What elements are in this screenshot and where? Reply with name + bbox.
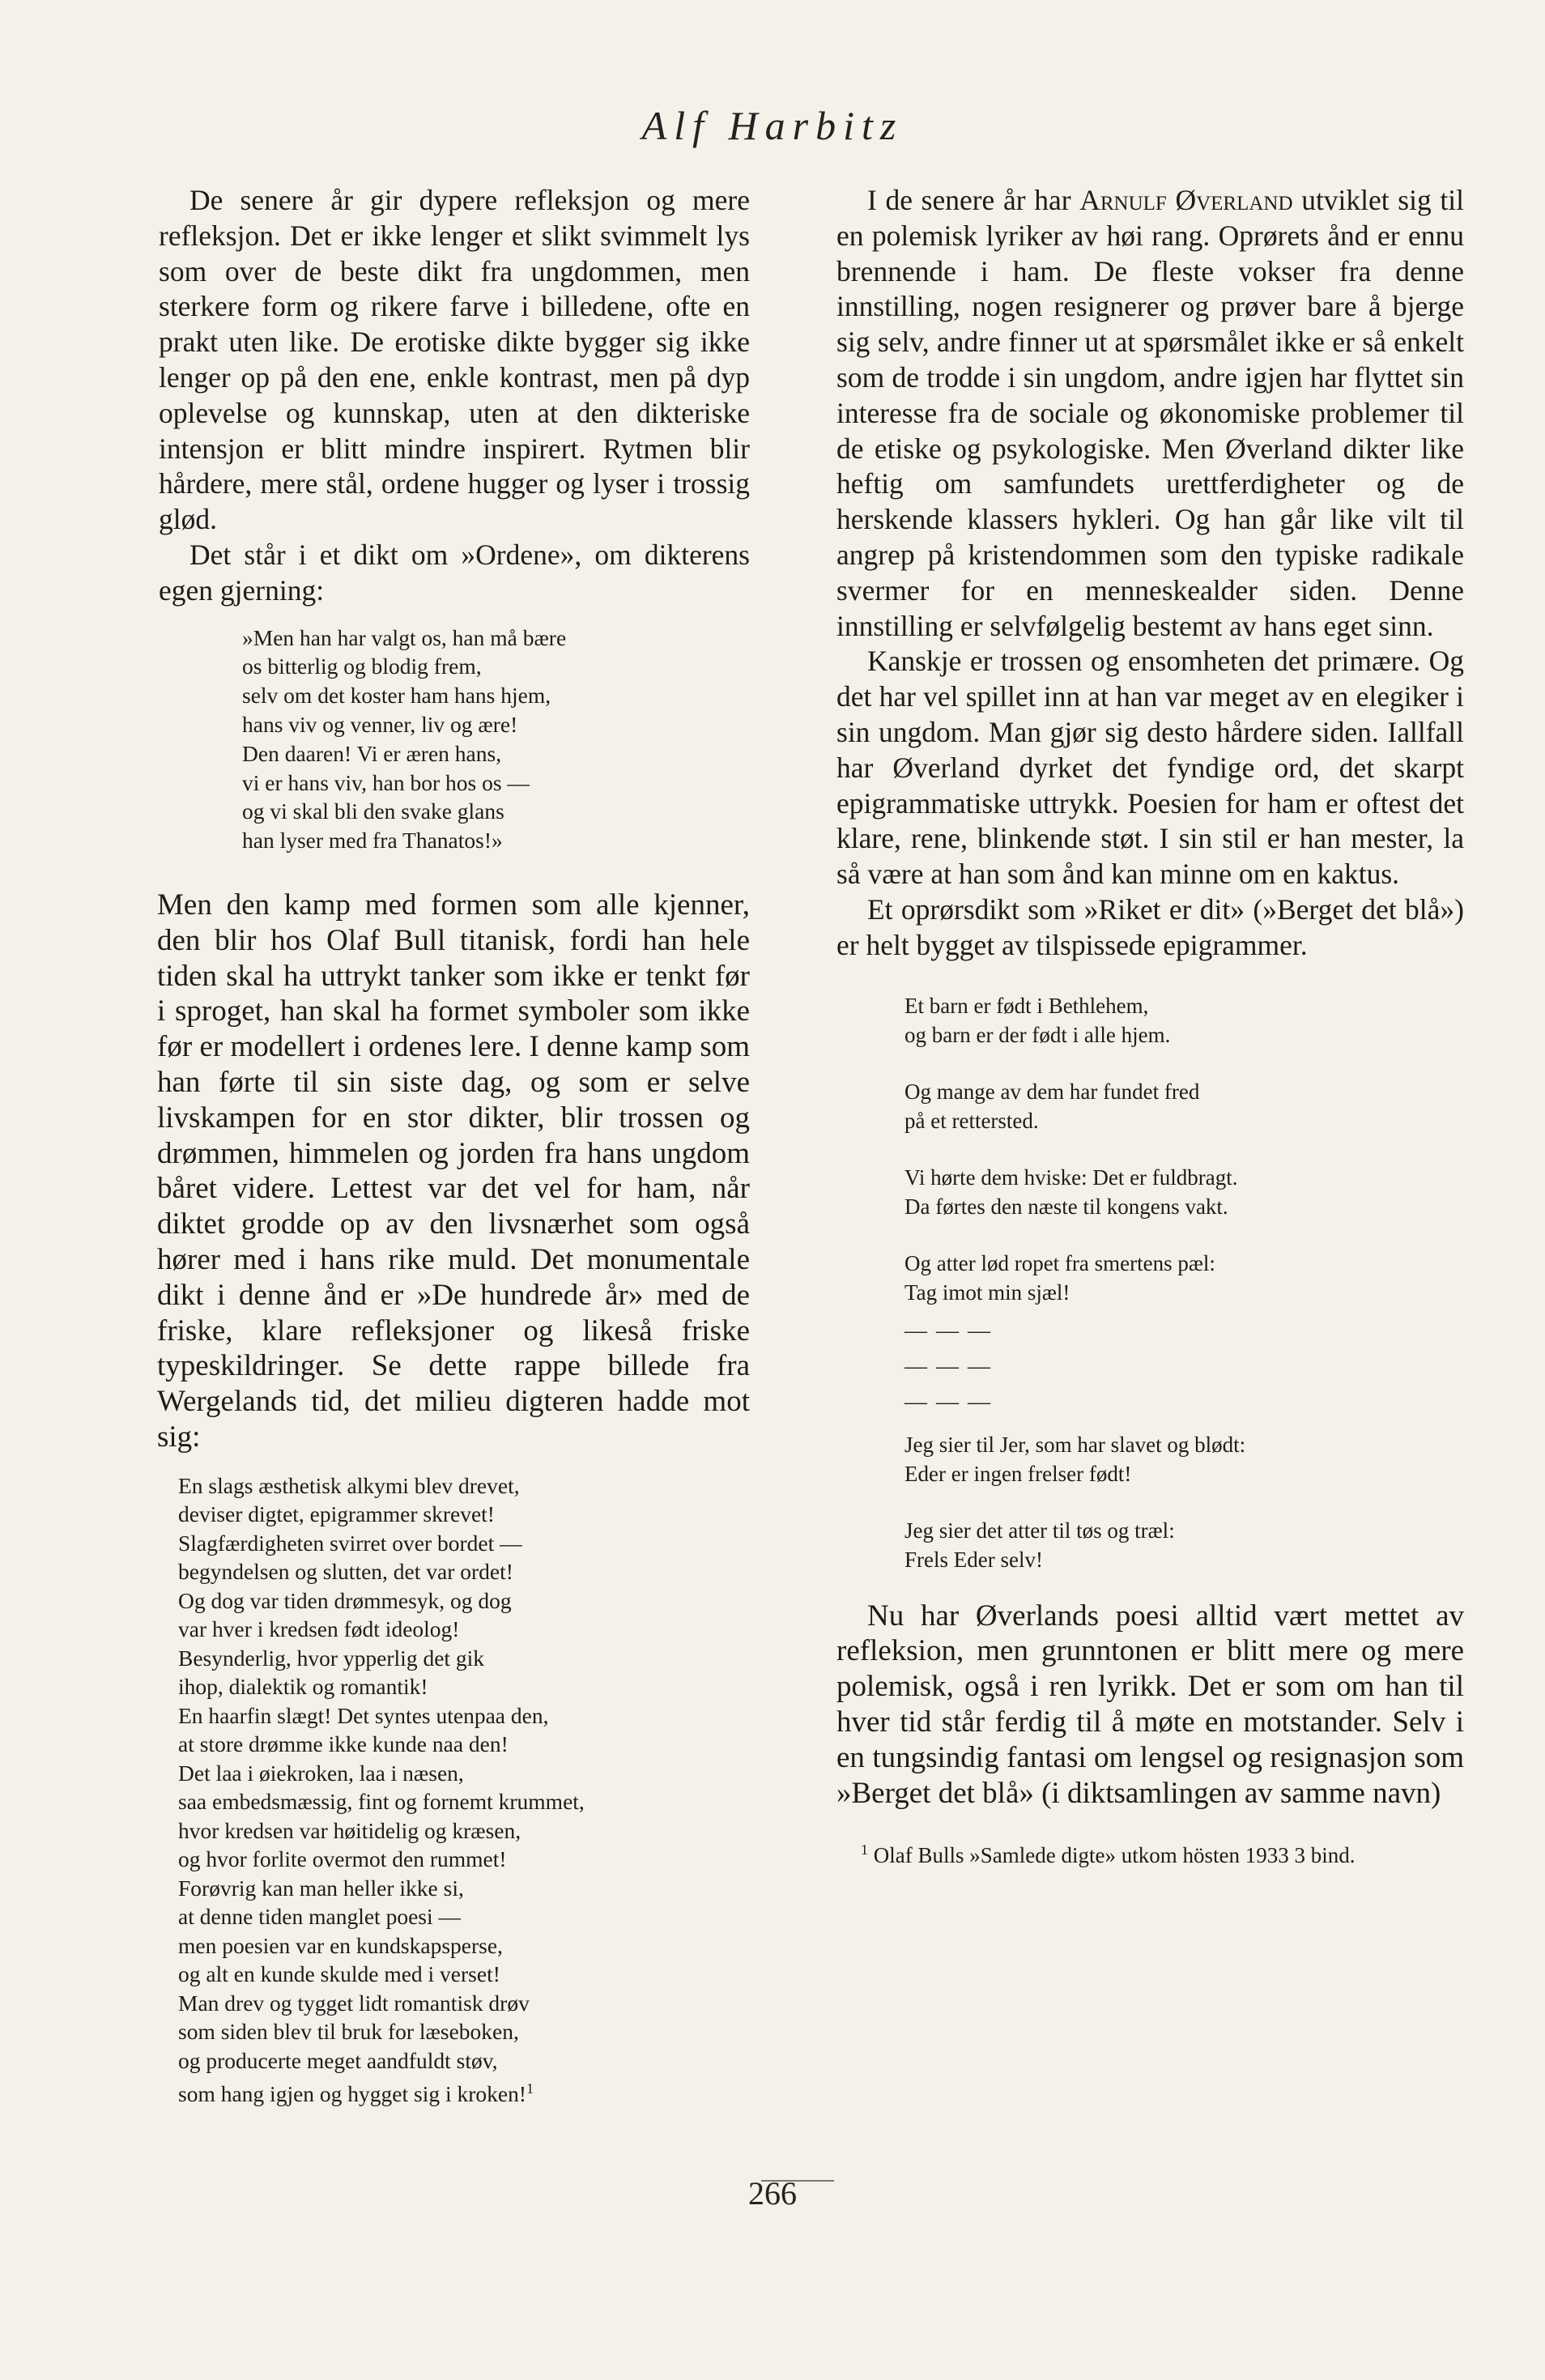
- stanza: [904, 1516, 1464, 1574]
- page-number: 266: [748, 2175, 797, 2212]
- poem-line: Jeg sier det atter til tøs og træl:: [904, 1518, 1175, 1543]
- poem-line: Frels Eder selv!: [904, 1547, 1043, 1572]
- footnote-marker: 1: [861, 1841, 868, 1858]
- poem-line: ihop, dialektik og romantik!: [178, 1674, 428, 1700]
- paragraph-text: I de senere år har: [867, 184, 1080, 216]
- poem-line: han lyser med fra Thanatos!»: [242, 828, 503, 854]
- poem-line: at denne tiden manglet poesi —: [178, 1904, 462, 1930]
- ellipsis-dashes: — — —: [904, 1389, 992, 1415]
- poem-line: »Men han har valgt os, han må bære: [242, 624, 567, 650]
- poem-line: os bitterlig og blodig frem,: [242, 654, 482, 679]
- stanza: [904, 1430, 1464, 1488]
- poem-line: En haarfin slægt! Det syntes utenpaa den,: [178, 1702, 549, 1728]
- poem-line: Jeg sier til Jer, som har slavet og blødt:: [904, 1432, 1246, 1457]
- poem-line: Forøvrig kan man heller ikke si,: [178, 1875, 464, 1901]
- stanza: [904, 1163, 1464, 1221]
- ellipsis-dashes: — — —: [904, 1353, 992, 1379]
- poem-ordene: [242, 624, 750, 855]
- poem-line: Vi hørte dem hviske: Det er fuldbragt.: [904, 1164, 1238, 1190]
- paragraph: Nu har Øverlands poesi alltid vært mettet av refleksion, men grunntonen er blitt mere og mere polemisk, også i ren lyrikk. Det er som om han til hver tid står ferdig til å møte en motstander. Selv i en tungsindig fantasi om lengsel og resignasjon som »Berget det blå» (i diktsamlingen av samme navn): [836, 1599, 1464, 1810]
- paragraph: Et oprørsdikt som »Riket er dit» (»Berget det blå») er helt bygget av tilspissede epigrammer.: [836, 892, 1464, 961]
- paragraph: De senere år gir dypere refleksjon og mere refleksjon. Det er ikke lenger et slikt svimmelt lys som over de beste dikt fra ungdommen, men sterkere form og rikere farve i billedene, ofte en prakt uten like. De erotiske dikte bygger sig ikke lenger op på den ene, enkle kontrast, men på dyp oplevelse og kunnskap, uten at den dikteriske intensjon er blitt mindre inspirert. Rytmen blir hårdere, mere stål, ordene hugger og lyser i trossig glød.: [159, 184, 750, 536]
- poem-line: hvor kredsen var høitidelig og kræsen,: [178, 1817, 521, 1843]
- poem-line: Eder er ingen frelser født!: [904, 1461, 1132, 1486]
- poem-hundrede-aar: [178, 1471, 750, 2109]
- poem-line: Besynderlig, hvor ypperlig det gik: [178, 1645, 485, 1671]
- left-column: [159, 183, 750, 2109]
- poem-line: Man drev og tygget lidt romantisk drøv: [178, 1990, 530, 2016]
- poem-line: som siden blev til bruk for læseboken,: [178, 2019, 519, 2045]
- right-column: [836, 183, 1464, 1870]
- poem-line: [178, 2075, 750, 2109]
- footnote-marker: 1: [526, 2080, 534, 2097]
- ellipsis-dashes: — — —: [904, 1318, 992, 1343]
- running-head: Alf Harbitz: [641, 103, 904, 148]
- poem-line: på et rettersted.: [904, 1108, 1039, 1133]
- footnote: [861, 1835, 1464, 1870]
- paragraph: Men den kamp med formen som alle kjenner, den blir hos Olaf Bull titanisk, fordi han hele tiden skal ha uttrykt tanker som ikke er tenkt før i sproget, han skal ha formet symboler som ikke før er modellert i ordenes lere. I denne kamp som han førte til sin siste dag, og som er selve livskampen for en stor dikter, blir trossen og drømmen, himmelen og jorden fra hans ungdom båret videre. Lettest var det vel for ham, når diktet grodde op av den livsnærhet som også hører med i hans rike muld. Det monumentale dikt i denne ånd er »De hundrede år» med de friske, klare refleksjoner og likeså friske typeskildringer. Se dette rappe billede fra Wergelands tid, det milieu digteren hadde mot sig:: [157, 888, 750, 1454]
- poem-line: og hvor forlite overmot den rummet!: [178, 1846, 507, 1872]
- poem-line: saa embedsmæssig, fint og fornemt krummet,: [178, 1789, 585, 1815]
- poem-line: vi er hans viv, han bor hos os —: [242, 769, 530, 795]
- poem-line: og producerte meget aandfuldt støv,: [178, 2047, 498, 2073]
- paragraph: Kanskje er trossen og ensomheten det primære. Og det har vel spillet inn at han var meget av en elegiker i sin ungdom. Man gjør sig desto hårdere siden. Iallfall har Øverland dyrket det fyndige ord, det skarpt epigrammatiske uttrykk. Poesien for ham er oftest det klare, rene, blinkende støt. I sin stil er han mester, la så være at han som ånd kan minne om en kaktus.: [836, 645, 1464, 891]
- poem-line: Og mange av dem har fundet fred: [904, 1079, 1200, 1104]
- poem-riket-er-dit: [904, 991, 1464, 1574]
- poem-line: at store drømme ikke kunde naa den!: [178, 1731, 509, 1757]
- poem-line: Og dog var tiden drømmesyk, og dog: [178, 1587, 512, 1613]
- poem-line: Da førtes den næste til kongens vakt.: [904, 1194, 1228, 1219]
- poem-line: En slags æsthetisk alkymi blev drevet,: [178, 1472, 520, 1498]
- poem-line: Tag imot min sjæl!: [904, 1279, 1070, 1305]
- poem-line: deviser digtet, epigrammer skrevet!: [178, 1501, 495, 1527]
- poem-line: men poesien var en kundskapsperse,: [178, 1932, 503, 1958]
- footnote-text: Olaf Bulls »Samlede digte» utkom hösten 1933 3 bind.: [873, 1843, 1356, 1868]
- poem-line: Og atter lød ropet fra smertens pæl:: [904, 1250, 1215, 1275]
- poem-line-text: som hang igjen og hygget sig i kroken!: [178, 2081, 527, 2107]
- poem-line: og alt en kunde skulde med i verset!: [178, 1961, 500, 1987]
- poem-line: Slagfærdigheten svirret over bordet —: [178, 1530, 522, 1556]
- poem-line: var hver i kredsen født ideolog!: [178, 1616, 460, 1642]
- poem-line: Den daaren! Vi er æren hans,: [242, 740, 502, 766]
- author-name: Arnulf Øverland: [1079, 184, 1293, 216]
- poem-line: Et barn er født i Bethlehem,: [904, 993, 1149, 1018]
- poem-line: selv om det koster ham hans hjem,: [242, 683, 551, 709]
- poem-line: og vi skal bli den svake glans: [242, 798, 504, 824]
- paragraph-text: utviklet sig til en polemisk lyriker av høi rang. Oprørets ånd er ennu brennende i ham. De fleste vokser fra denne innstilling, nogen resignerer og prøver bare å bjerge sig selv, andre finner ut at spørsmålet ikke er så enkelt som de trodde i sin ungdom, andre igjen har flyttet sin interesse fra de sociale og økonomiske problemer til de etiske og psykologiske. Men Øverland dikter like heftig om samfundets urettferdigheter og de herskende klassers hykleri. Og han går like vilt til angrep på kristendommen som den typiske radikale svermer for en menneskealder siden. Denne innstilling er selvfølgelig bestemt av hans eget sinn.: [836, 184, 1464, 642]
- paragraph: Det står i et dikt om »Ordene», om dikterens egen gjerning:: [159, 538, 750, 607]
- poem-line: og barn er der født i alle hjem.: [904, 1022, 1171, 1047]
- stanza: [904, 1249, 1464, 1307]
- poem-line: Det laa i øiekroken, laa i næsen,: [178, 1760, 464, 1786]
- poem-line: hans viv og venner, liv og ære!: [242, 711, 518, 737]
- stanza: [904, 1077, 1464, 1135]
- paragraph: [836, 183, 1464, 644]
- stanza: [904, 991, 1464, 1049]
- poem-line: begyndelsen og slutten, det var ordet!: [178, 1559, 513, 1585]
